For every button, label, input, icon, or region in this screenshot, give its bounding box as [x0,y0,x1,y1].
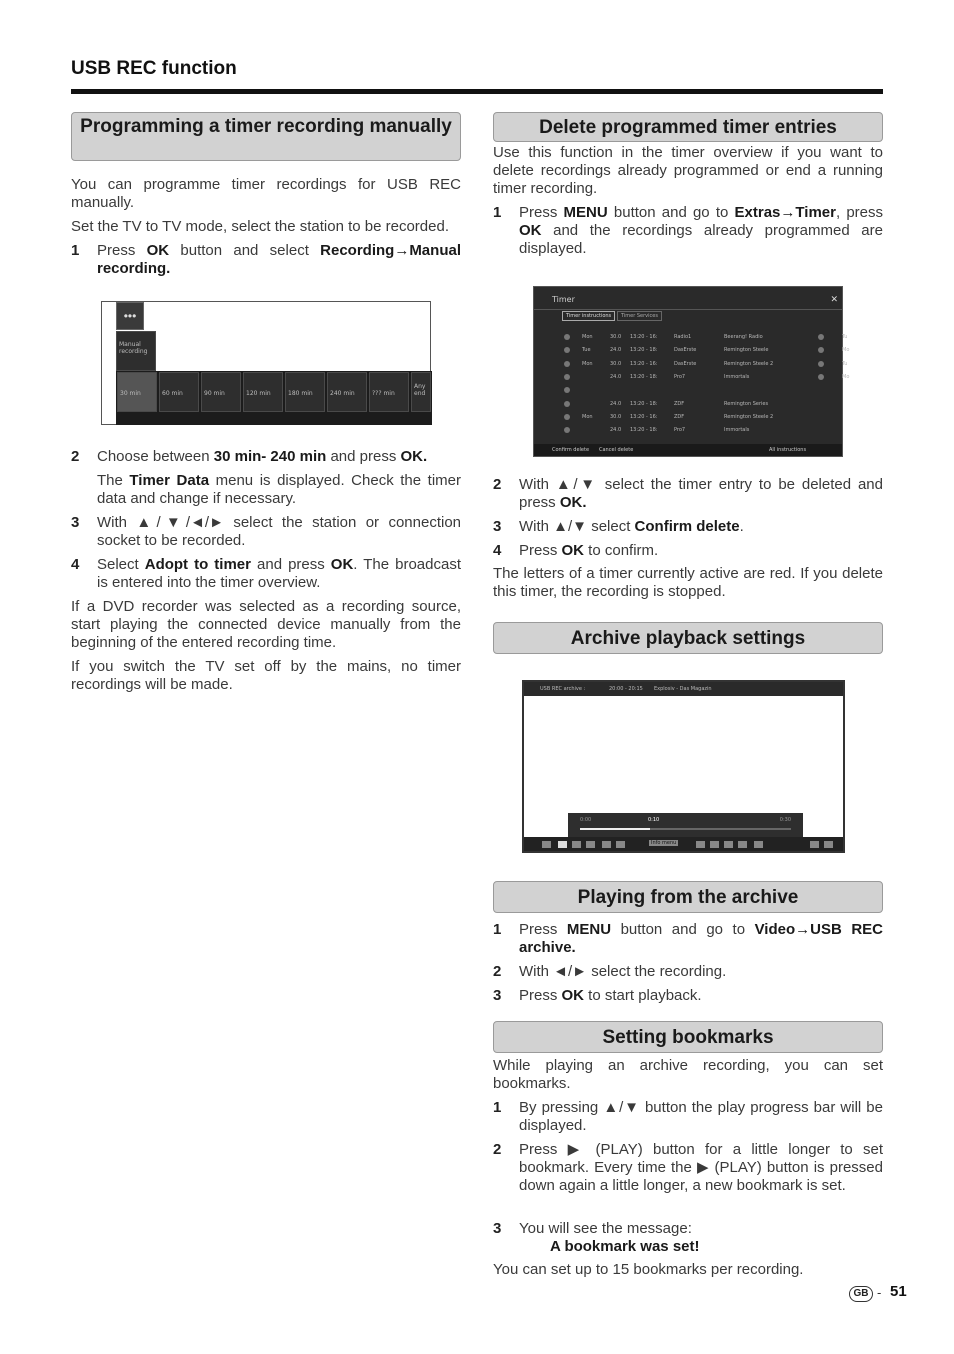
step-number: 4 [493,542,502,559]
step-text: , press [835,204,884,221]
step-bold: OK [561,542,585,559]
title-divider [534,309,842,310]
timer-footer [534,444,842,456]
delete-step-1-text [519,204,883,258]
archive-program: Explosiv - Das Magazin [654,686,712,692]
fast-forward-icon[interactable] [586,841,595,848]
duration-tile[interactable] [117,372,157,412]
section-title: Delete programmed timer entries [539,117,837,138]
timer-cell: Beerang! Radio [724,334,763,340]
section-title: Playing from the archive [577,887,799,908]
all-instructions-button[interactable]: All instructions [769,447,807,453]
step-text: button and select [169,242,321,259]
status-dot-icon [818,361,824,367]
page-header-title: USB REC function [71,58,237,79]
record-icon[interactable] [696,841,705,848]
timer-cell: Mon [582,360,593,367]
timer-cell: Tu [842,334,848,340]
timer-screenshot [533,286,850,457]
duration-tile[interactable] [411,372,431,412]
timer-row[interactable] [542,411,834,423]
timer-title: Timer [552,295,575,304]
step-bold: OK [146,242,170,259]
timer-cell: Mo [842,373,850,380]
step-text: Press [519,204,564,221]
archive-top-bar [524,682,843,696]
play-pause-icon[interactable] [558,841,567,848]
step-number: 1 [493,1099,502,1116]
progress-fill [580,828,650,830]
status-dot-icon [564,414,570,420]
screen-icon[interactable] [724,841,733,848]
timer-cell: 24.0 [610,400,622,407]
confirm-delete-button[interactable]: Confirm delete [552,447,590,453]
timer-cell: DasErste [674,347,697,354]
step-text: The [97,472,130,489]
step-text: Press [519,542,562,559]
section-heading-archive [493,622,883,654]
timer-cell: 24.0 [610,427,622,434]
status-dot-icon [818,374,824,380]
tile-label: 30 min [120,390,141,397]
section-heading-bookmarks [493,1021,883,1053]
delete-step-2-text [519,476,883,512]
timer-cell: Mon [582,413,593,420]
page-number: 51 [890,1283,907,1300]
timer-cell: 13:20 - 16: [630,413,658,420]
section-heading-programming [71,112,461,161]
info-icon[interactable] [810,841,819,848]
timer-cell: Pro7 [674,373,686,380]
step-text: With ▲/▼ select the timer entry to be deleted and press [519,476,883,511]
step-bold: Video→USB REC archive. [519,921,884,956]
step-1-text [97,242,461,278]
section-title: Programming a timer recording manually [80,116,452,137]
time-end: 0:30 [779,817,791,823]
step-number: 3 [493,518,502,535]
playing-step-1-text [519,921,883,957]
timer-cell: 30.0 [610,413,622,420]
timer-cell: 13:20 - 18: [630,373,658,380]
step-bold: OK. [559,494,587,511]
timer-cell: 13:20 - 16: [630,334,658,340]
section-heading-delete [493,112,883,142]
archive-screenshot [522,680,845,853]
timer-cell: 13:20 - 18: [630,400,658,407]
status-dot-icon [564,374,570,380]
tile-label: 60 min [162,390,183,397]
step-number: 3 [493,1220,502,1237]
step-number: 4 [71,556,80,573]
timer-cell: 24.0 [610,347,622,354]
timer-cell: Remington Steele [724,347,769,354]
timer-cell: 13:20 - 18: [630,427,658,434]
tile-label: 120 min [246,390,271,397]
player-controls [524,837,843,851]
progress-panel [568,813,803,839]
status-dot-icon [564,401,570,407]
cancel-delete-button[interactable]: Cancel delete [599,447,634,453]
step-text: Press [519,921,567,938]
timer-cell: Immortals [724,427,750,434]
step-bold: MENU [566,921,612,938]
step-bold: Confirm delete [634,518,740,535]
bookmarks-intro: While playing an archive recording, you can set bookmarks. [493,1057,883,1092]
subtitle-icon[interactable] [738,841,747,848]
status-dot-icon [564,334,570,340]
timer-cell: 30.0 [610,334,622,340]
skip-forward-icon[interactable] [616,841,625,848]
step-2-text [97,448,461,466]
step-bold: OK. [400,448,428,465]
close-icon[interactable]: ✕ [830,294,838,304]
tab-timer-services[interactable]: Timer Services [617,311,662,321]
recording-menu-screenshot [101,301,431,425]
step-bold: Adopt to timer [144,556,251,573]
step-number: 2 [71,448,80,465]
timer-cell: Pro7 [674,427,686,434]
timer-cell: ZDF [674,400,685,407]
tile-label: 240 min [330,390,355,397]
info-menu-button[interactable]: Info menu [651,840,677,846]
timer-cell: Tue [582,347,591,354]
step-4-text [97,556,461,592]
step-number: 2 [493,476,502,493]
timer-cell: DasErste [674,360,697,367]
step-number: 2 [493,1141,502,1158]
step-text: to confirm. [584,542,659,559]
delete-outro: The letters of a timer currently active are red. If you delete this timer, the recording is stopped. [493,565,883,600]
step-bold: MENU [563,204,608,221]
duration-tile[interactable] [243,372,283,412]
timer-cell: 30.0 [610,360,622,367]
step-bold: OK [519,222,542,239]
step-number: 2 [493,963,502,980]
timer-row[interactable] [542,424,834,436]
step-bold: OK [330,556,354,573]
tile-label: ??? min [372,390,395,397]
manual-recording-tile [116,331,156,371]
step-text: and the recordings already programmed are displayed. [519,222,883,257]
timer-cell: Remington Steele 2 [724,413,774,420]
timer-row[interactable] [542,398,834,410]
section-title: Archive playback settings [570,628,806,649]
step-bold: OK [561,987,585,1004]
delete-step-3-text [519,518,883,536]
timer-row[interactable] [542,371,850,383]
bookmark-message: A bookmark was set! [550,1238,700,1255]
step-text: and press [326,448,401,465]
menu-dots-tile: ••• [116,302,144,330]
timer-cell: Immortals [724,373,750,380]
step-number: 1 [493,921,502,938]
status-dot-icon [564,427,570,433]
tile-label: Manual recording [119,341,148,355]
step-bold: Recording→Manual recording. [97,242,461,277]
status-dot-icon [564,361,570,367]
timer-cell: 13:20 - 16: [630,360,658,367]
step-number: 3 [493,987,502,1004]
step-text: . The broadcast is entered into the timer overview. [97,556,461,591]
tile-label: 180 min [288,390,313,397]
progress-track[interactable] [580,828,791,830]
step-text: menu is displayed. Check the timer data and change if necessary. [97,472,461,507]
settings-icon[interactable] [824,841,833,848]
header-rule [71,89,883,94]
time-current: 0:10 [648,817,660,823]
bookmarks-step-1-text: By pressing ▲/▼ button the play progress bar will be displayed. [519,1099,883,1134]
step-text: button and go to [607,204,735,221]
timer-cell: Mo [842,347,850,354]
section-title: Setting bookmarks [602,1027,774,1048]
status-dot-icon [818,334,824,340]
step-2-detail [97,472,461,508]
dvd-paragraph: If a DVD recorder was selected as a recording source, start playing the connected device manually from the beginning of the entered recording time. [71,598,461,651]
time-start: 0:00 [580,817,592,823]
tile-label: Any end [414,383,426,397]
intro-paragraph-1: You can programme timer recordings for USB REC manually. [71,176,461,211]
step-text: Press [97,242,147,259]
step-text: to start playback. [584,987,702,1004]
delete-step-4-text [519,542,883,560]
step-bold: 30 min- 240 min [213,448,327,465]
step-text: Press [519,987,562,1004]
grid-icon[interactable] [710,841,719,848]
timer-cell: 24.0 [610,373,622,380]
status-dot-icon [818,347,824,353]
skip-back-icon[interactable] [602,841,611,848]
playing-step-2-text: With ◄/► select the recording. [519,963,727,980]
menu-icon[interactable] [542,841,551,848]
status-dot-icon [564,347,570,353]
bookmarks-step-3-text: You will see the message: [519,1220,692,1237]
step-text: . [739,518,744,535]
timer-cell: ZDF [674,413,685,420]
timer-row[interactable] [542,358,848,370]
step-text: Select [97,556,145,573]
check-icon[interactable] [754,841,763,848]
step-text: With ▲/▼ select [519,518,635,535]
delete-intro: Use this function in the timer overview if you want to delete recordings already programmed or end a running timer recording. [493,144,883,197]
archive-time: 20:00 - 20:15 [609,686,643,692]
mains-paragraph: If you switch the TV set off by the mains, no timer recordings will be made. [71,658,461,693]
status-dot-icon [564,387,570,393]
timer-cell: Tu [842,360,848,367]
tile-label: 90 min [204,390,225,397]
step-number: 1 [493,204,502,221]
page-separator: - [877,1285,882,1300]
rewind-icon[interactable] [572,841,581,848]
timer-row[interactable] [542,384,834,396]
tab-timer-instructions[interactable]: Timer instructions [562,311,615,321]
timer-cell: Remington Steele 2 [724,360,774,367]
step-text: button and go to [611,921,755,938]
step-text: and press [250,556,331,573]
step-number: 1 [71,242,80,259]
section-heading-playing [493,881,883,913]
step-3-text: With ▲/▼/◄/► select the station or connection socket to be recorded. [97,514,461,549]
bookmarks-step-2-text: Press ▶ (PLAY) button for a little longer to set bookmark. Every time the ▶ (PLAY) button is pressed down again a little longer, a new bookmark is set. [519,1141,883,1194]
step-number: 3 [71,514,80,531]
intro-paragraph-2: Set the TV to TV mode, select the station to be recorded. [71,218,449,235]
archive-label: USB REC archive : [540,686,586,692]
step-text: Choose between [97,448,214,465]
region-badge: GB [849,1286,873,1302]
duration-tile[interactable] [369,372,409,412]
timer-row[interactable] [542,344,850,356]
timer-cell: Mon [582,334,593,340]
step-bold: Extras→Timer [734,204,836,221]
duration-tile[interactable] [159,372,199,412]
duration-tile[interactable] [201,372,241,412]
bookmarks-outro: You can set up to 15 bookmarks per recording. [493,1261,804,1278]
timer-row[interactable] [542,331,848,343]
playing-step-3-text [519,987,883,1005]
duration-tile[interactable] [327,372,367,412]
timer-cell: Radio1 [674,334,692,340]
duration-tile[interactable] [285,372,325,412]
step-bold: Timer Data [129,472,210,489]
timer-cell: 13:20 - 18: [630,347,658,354]
timer-cell: Remington Series [724,400,769,407]
